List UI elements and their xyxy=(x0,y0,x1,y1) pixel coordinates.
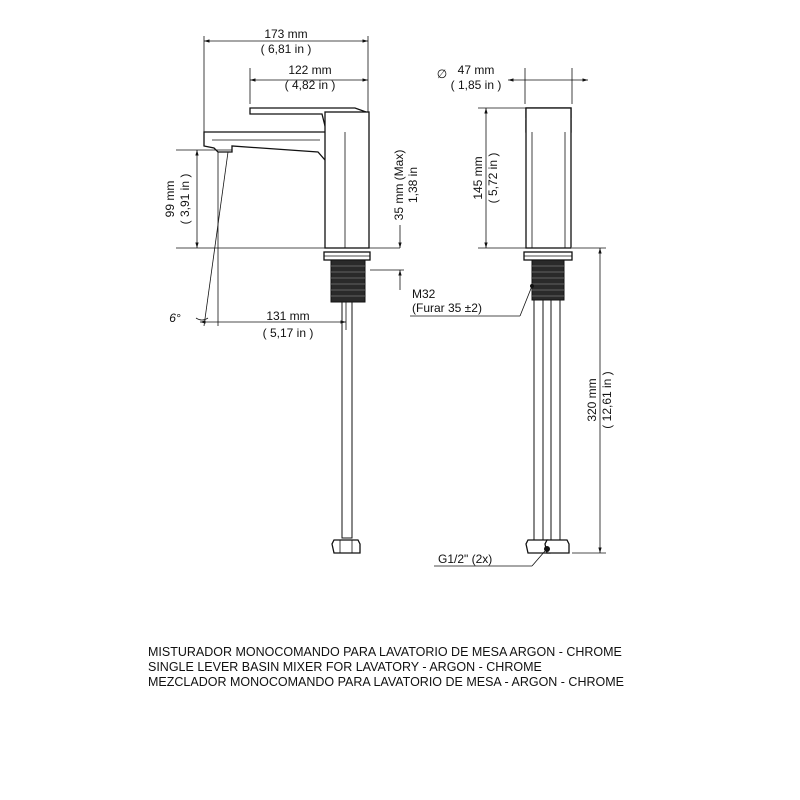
dim-122-in: ( 4,82 in ) xyxy=(284,78,336,92)
dim-99-in: ( 3,91 in ) xyxy=(178,173,192,225)
dim-99-mm: 99 mm xyxy=(163,180,177,218)
hose-nut xyxy=(332,540,360,553)
caption-english: SINGLE LEVER BASIN MIXER FOR LAVATORY - ARGON - CHROME xyxy=(148,660,542,674)
dim-47-mm: 47 mm xyxy=(457,63,495,77)
leader-m32 xyxy=(520,286,532,316)
callout-g12: G1/2" (2x) xyxy=(438,552,493,566)
dim-320-mm: 320 mm xyxy=(585,378,599,422)
dim-35-mm: 35 mm (Max) xyxy=(392,149,406,221)
faucet-body xyxy=(325,112,369,248)
spout xyxy=(204,132,340,162)
dim-173-mm: 173 mm xyxy=(264,27,308,41)
caption-portuguese: MISTURADOR MONOCOMANDO PARA LAVATORIO DE MESA ARGON - CHROME xyxy=(148,645,622,659)
front-hose-left xyxy=(534,300,543,540)
dim-47-in: ( 1,85 in ) xyxy=(450,78,502,92)
front-hose-right xyxy=(551,300,560,540)
dim-145-mm: 145 mm xyxy=(471,156,485,200)
angle-label: 6° xyxy=(169,311,181,325)
dim-320-in: ( 12,61 in ) xyxy=(600,371,614,429)
caption-spanish: MEZCLADOR MONOCOMANDO PARA LAVATORIO DE MESA - ARGON - CHROME xyxy=(148,675,624,689)
dim-122-mm: 122 mm xyxy=(288,63,332,77)
dim-145-in: ( 5,72 in ) xyxy=(486,152,500,204)
angle-arc xyxy=(196,318,208,320)
flow-angle-line xyxy=(204,152,228,326)
dim-173-in: ( 6,81 in ) xyxy=(260,42,312,56)
front-view xyxy=(410,68,606,566)
diameter-symbol: ∅ xyxy=(436,67,448,81)
dim-35-in: 1,38 in xyxy=(406,166,420,204)
callout-furar: (Furar 35 ±2) xyxy=(412,301,482,315)
callout-m32: M32 xyxy=(412,287,436,301)
dim-131-mm: 131 mm xyxy=(266,309,310,323)
side-view xyxy=(176,36,404,553)
supply-hose xyxy=(342,302,352,538)
dim-131-in: ( 5,17 in ) xyxy=(262,326,314,340)
front-body xyxy=(526,108,571,248)
